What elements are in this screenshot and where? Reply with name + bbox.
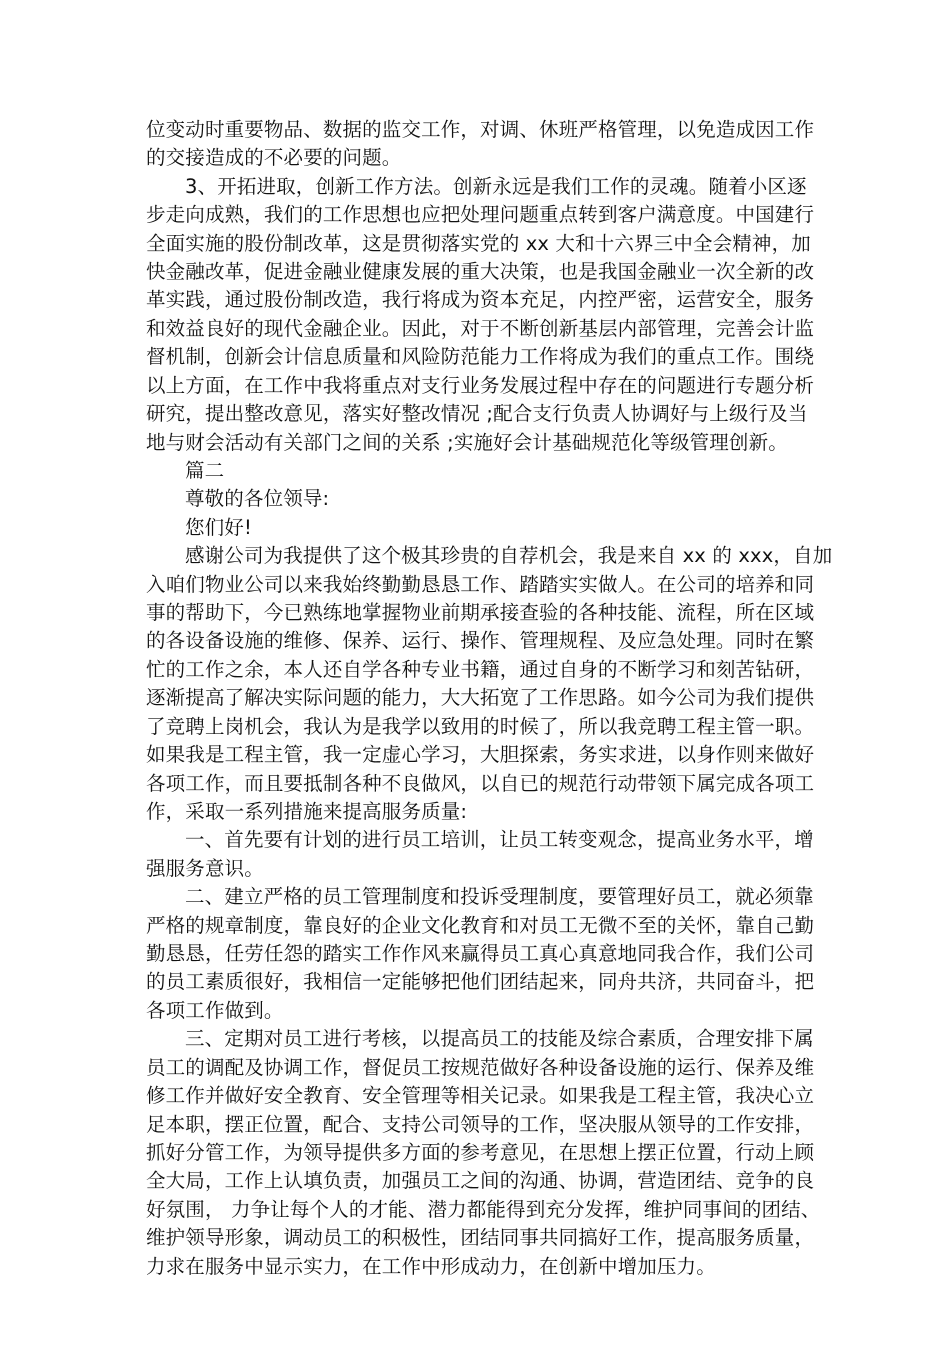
text-line: 抓好分管工作，为领导提供多方面的参考意见，在思想上摆正位置，行动上顾	[146, 1141, 815, 1164]
text-line: 严格的规章制度，靠良好的企业文化教育和对员工无微不至的关怀，靠自己勤	[146, 914, 815, 937]
text-line: 的各设备设施的维修、保养、运行、操作、管理规程、及应急处理。同时在繁	[146, 629, 815, 652]
text-line: 二、建立严格的员工管理制度和投诉受理制度，要管理好员工，就必须靠	[185, 885, 814, 908]
salutation: 尊敬的各位领导:	[185, 487, 330, 510]
text-line: 的交接造成的不必要的问题。	[146, 146, 402, 169]
text-line: 快金融改革，促进金融业健康发展的重大决策，也是我国金融业一次全新的改	[146, 260, 815, 283]
text-line: 足本职，摆正位置，配合、支持公司领导的工作，坚决服从领导的工作安排，	[146, 1113, 815, 1136]
text-line: 逐渐提高了解决实际问题的能力，大大拓宽了工作思路。如今公司为我们提供	[146, 686, 815, 709]
text-line: 忙的工作之余，本人还自学各种专业书籍，通过自身的不断学习和刻苦钻研，	[146, 658, 815, 681]
text-line: 全大局，工作上认填负责，加强员工之间的沟通、协调，营造团结、竞争的良	[146, 1169, 815, 1192]
text-line: 位变动时重要物品、数据的监交工作，对调、休班严格管理，以免造成因工作	[146, 118, 815, 141]
text-line: 作，采取一系列措施来提高服务质量:	[146, 800, 468, 823]
text-line: 地与财会活动有关部门之间的关系 ;实施好会计基础规范化等级管理创新。	[146, 431, 788, 454]
greeting: 您们好!	[185, 516, 252, 539]
text-line: 强服务意识。	[146, 857, 264, 880]
text-line: 一、首先要有计划的进行员工培训，让员工转变观念，提高业务水平，增	[185, 828, 814, 851]
text-line: 好氛围， 力争让每个人的才能、潜力都能得到充分发挥，维护同事间的团结、	[146, 1198, 821, 1221]
text-line: 各项工作做到。	[146, 999, 284, 1022]
text-line: 感谢公司为我提供了这个极其珍贵的自荐机会，我是来自 xx 的 xxx，自加	[185, 544, 833, 567]
text-line: 了竞聘上岗机会，我认为是我学以致用的时候了，所以我竞聘工程主管一职。	[146, 715, 815, 738]
text-line: 和效益良好的现代金融企业。因此，对于不断创新基层内部管理，完善会计监	[146, 317, 815, 340]
text-line: 督机制，创新会计信息质量和风险防范能力工作将成为我们的重点工作。围绕	[146, 345, 815, 368]
text-line: 维护领导形象，调动员工的积极性，团结同事共同搞好工作，提高服务质量，	[146, 1226, 815, 1249]
text-line: 勤恳恳，任劳任怨的踏实工作作风来赢得员工真心真意地同我合作，我们公司	[146, 942, 815, 965]
text-line: 员工的调配及协调工作，督促员工按规范做好各种设备设施的运行、保养及维	[146, 1056, 815, 1079]
text-line: 的员工素质很好，我相信一定能够把他们团结起来，同舟共济，共同奋斗，把	[146, 970, 815, 993]
text-line: 入咱们物业公司以来我始终勤勤恳恳工作、踏踏实实做人。在公司的培养和同	[146, 573, 815, 596]
text-line: 如果我是工程主管，我一定虚心学习，大胆探索，务实求进，以身作则来做好	[146, 743, 815, 766]
text-line: 三、定期对员工进行考核，以提高员工的技能及综合素质，合理安排下属	[185, 1027, 814, 1050]
text-line: 全面实施的股份制改革，这是贯彻落实党的 xx 大和十六界三中全会精神，加	[146, 232, 811, 255]
text-line: 以上方面，在工作中我将重点对支行业务发展过程中存在的问题进行专题分析	[146, 374, 815, 397]
text-line: 修工作并做好安全教育、安全管理等相关记录。如果我是工程主管，我决心立	[146, 1084, 815, 1107]
text-line: 步走向成熟，我们的工作思想也应把处理问题重点转到客户满意度。中国建行	[146, 203, 815, 226]
text-line: 各项工作，而且要抵制各种不良做风，以自已的规范行动带领下属完成各项工	[146, 772, 815, 795]
section-heading: 篇二	[185, 459, 225, 482]
text-line: 事的帮助下，今已熟练地掌握物业前期承接查验的各种技能、流程，所在区域	[146, 601, 815, 624]
text-line: 3、开拓进取，创新工作方法。创新永远是我们工作的灵魂。随着小区逐	[185, 175, 807, 198]
text-line: 力求在服务中显示实力，在工作中形成动力，在创新中增加压力。	[146, 1255, 716, 1278]
text-line: 革实践，通过股份制改造，我行将成为资本充足，内控严密，运营安全，服务	[146, 288, 815, 311]
text-line: 研究，提出整改意见，落实好整改情况 ;配合支行负责人协调好与上级行及当	[146, 402, 808, 425]
